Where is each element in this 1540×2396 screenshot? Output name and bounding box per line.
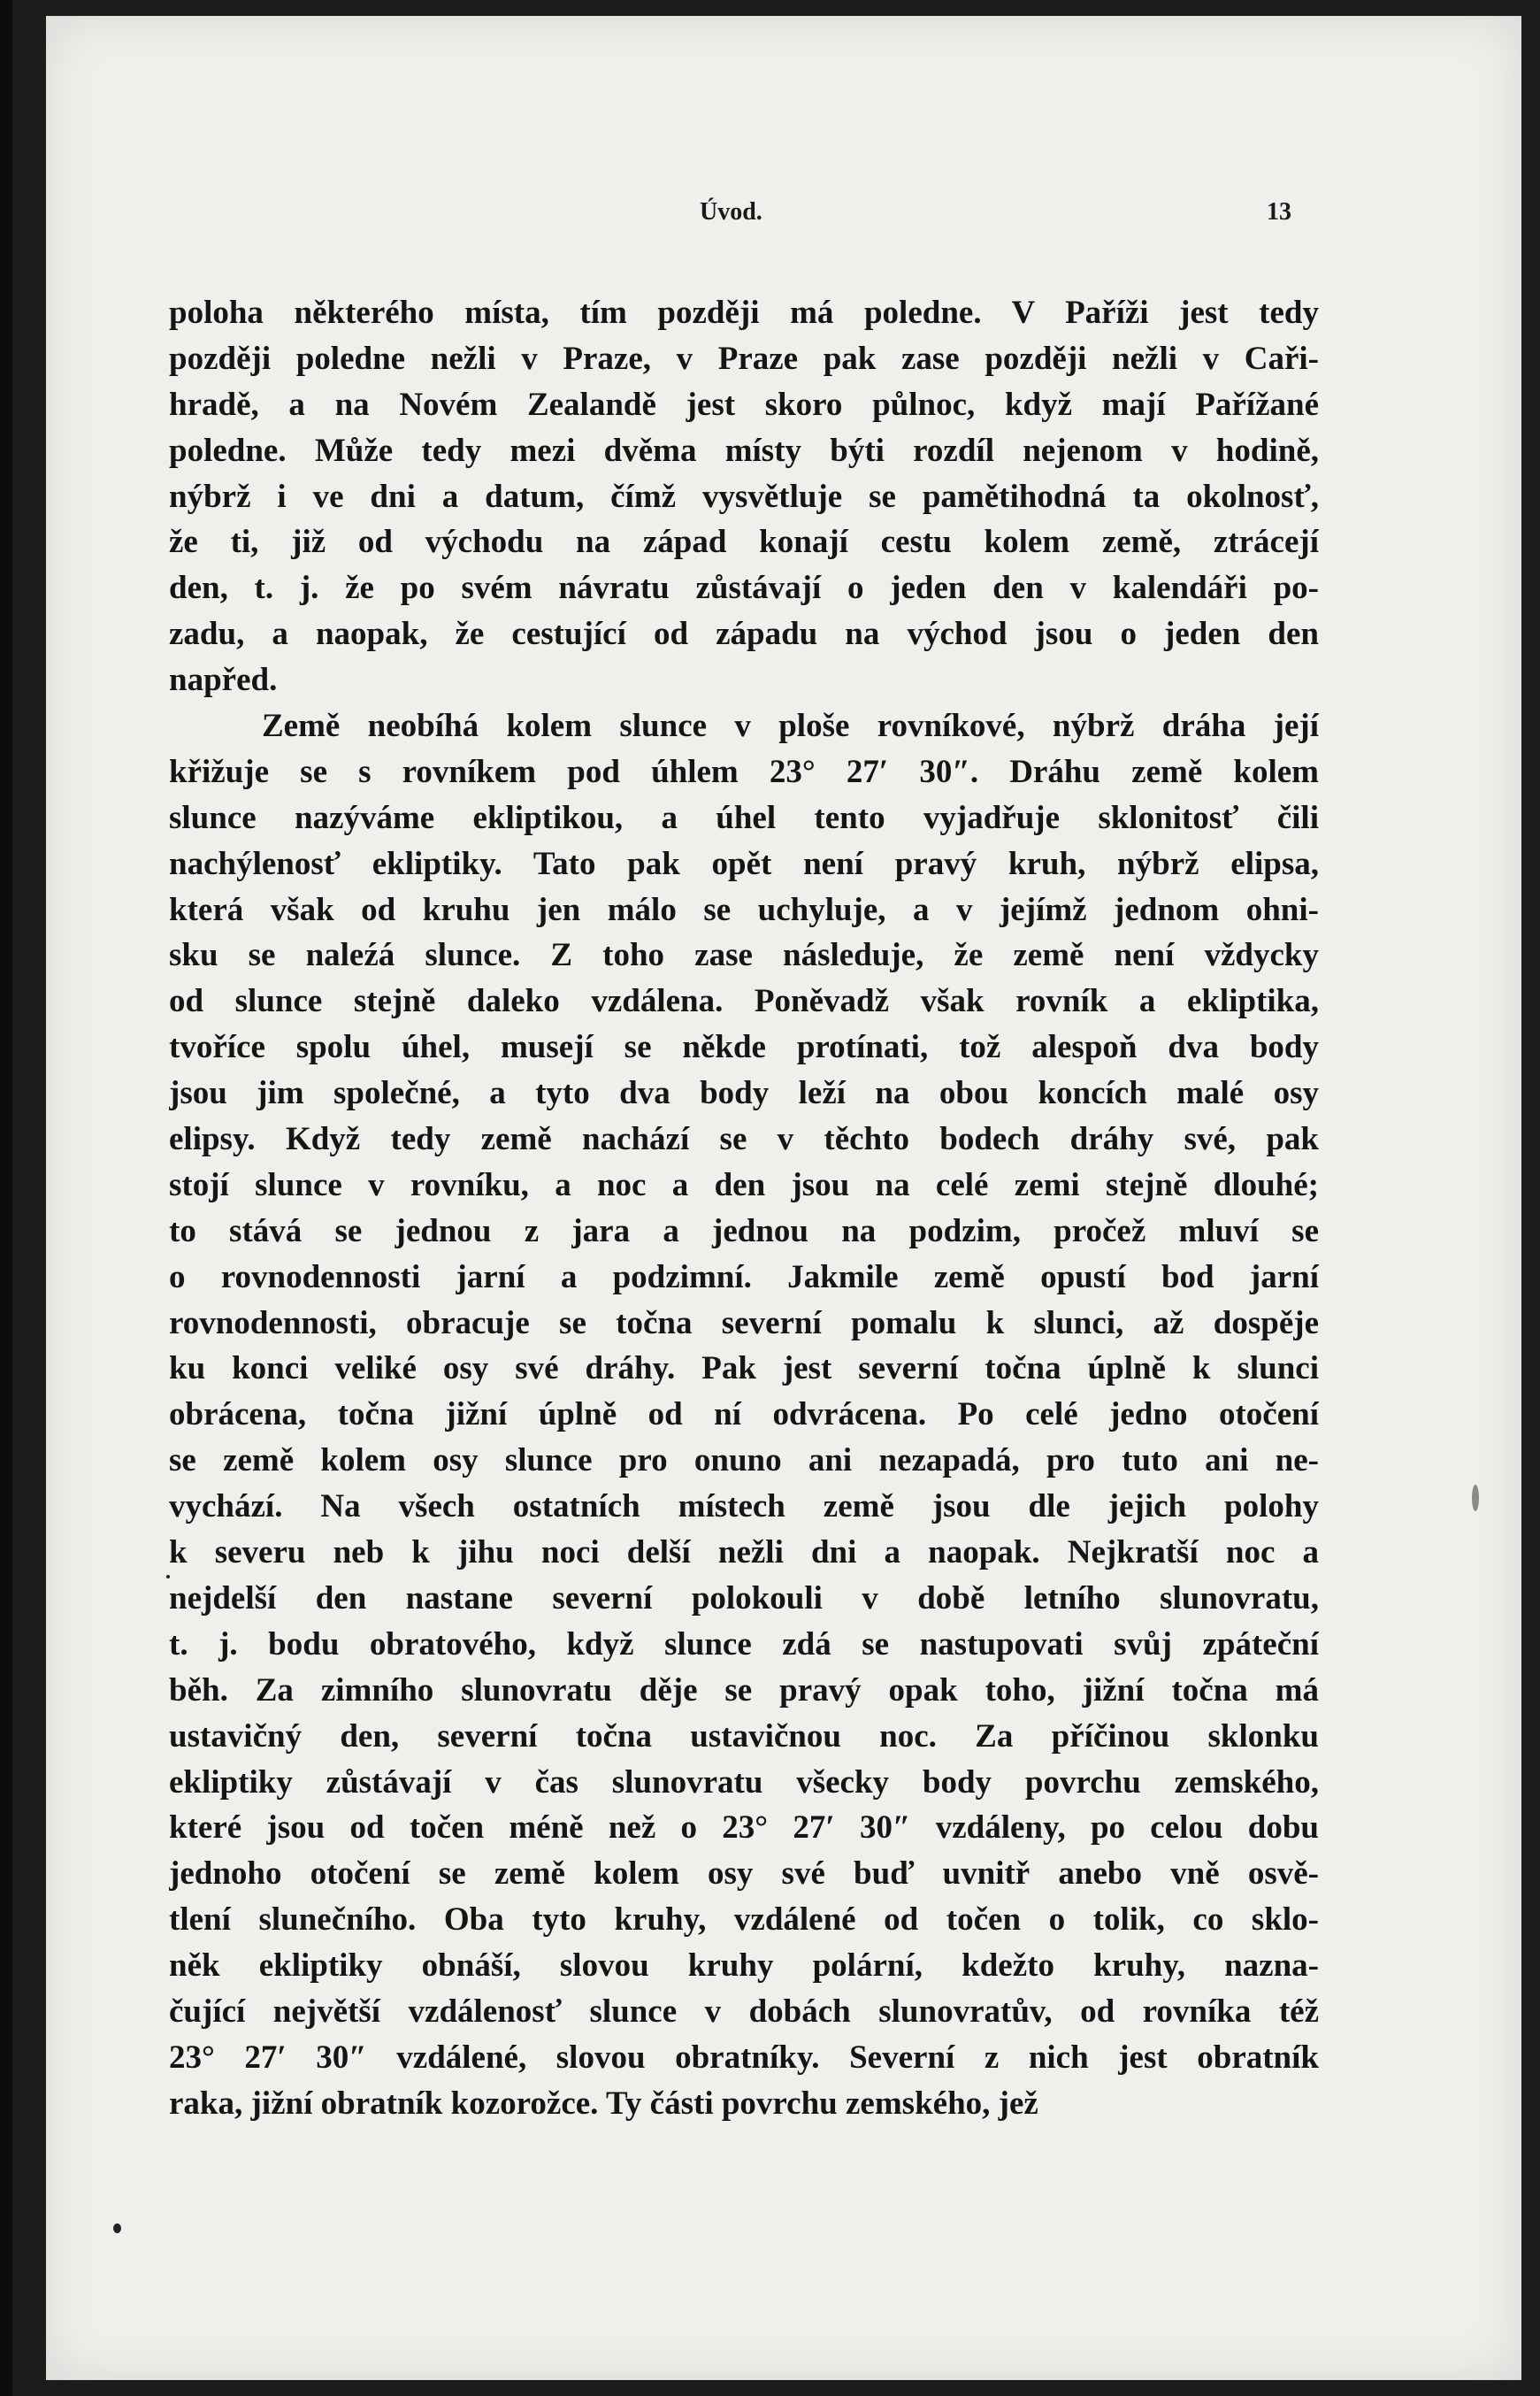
page-header	[46, 198, 1521, 234]
text-line: ku konci veliké osy své dráhy. Pak jest severní točna úplně k slunci	[169, 1350, 1319, 1387]
binding-shadow	[0, 0, 12, 2396]
text-line: tlení slunečního. Oba tyto kruhy, vzdálené od točen o tolik, co sklo-	[169, 1901, 1319, 1939]
text-line: tvoříce spolu úhel, musejí se někde protínati, tož alespoň dva body	[169, 1029, 1319, 1066]
text-line: napřed.	[169, 662, 278, 699]
text-line: později poledne nežli v Praze, v Praze pak zase později nežli v Caři-	[169, 340, 1319, 377]
text-line: které jsou od točen méně než o 23° 27′ 30″ vzdáleny, po celou dobu	[169, 1809, 1319, 1847]
text-line: nejdelší den nastane severní polokouli v době letního slunovratu,	[169, 1579, 1319, 1617]
text-line: ustavičný den, severní točna ustavičnou noc. Za příčinou sklonku	[169, 1717, 1319, 1755]
text-line: hradě, a na Novém Zealandě jest skoro půlnoc, když mají Pařížané	[169, 386, 1319, 423]
text-line: něk ekliptiky obnáší, slovou kruhy polární, kdežto kruhy, nazna-	[169, 1947, 1319, 1985]
text-line: rovnodennosti, obracuje se točna severní pomalu k slunci, až dospěje	[169, 1304, 1319, 1341]
text-line: to stává se jednou z jara a jednou na podzim, pročež mluví se	[169, 1212, 1319, 1249]
text-line: obrácena, točna jižní úplně od ní odvrácena. Po celé jedno otočení	[169, 1396, 1319, 1433]
text-line: den, t. j. že po svém návratu zůstávají o jeden den v kalendáři po-	[169, 570, 1319, 607]
scan-speck	[166, 1575, 170, 1578]
running-head: Úvod.	[700, 198, 762, 226]
text-line: vychází. Na všech ostatních místech země jsou dle jejich polohy	[169, 1488, 1319, 1525]
scan-speck	[113, 2223, 121, 2233]
body-text	[169, 290, 1319, 2127]
text-line: nachýlenosť ekliptiky. Tato pak opět není pravý kruh, nýbrž elipsa,	[169, 845, 1319, 882]
text-line: 23° 27′ 30″ vzdálené, slovou obratníky. Severní z nich jest obratník	[169, 2039, 1319, 2076]
text-line: nýbrž i ve dni a datum, čímž vysvětluje se pamětihodná ta okolnosť,	[169, 478, 1319, 515]
text-line: zadu, a naopak, že cestující od západu na východ jsou o jeden den	[169, 616, 1319, 653]
page-number: 13	[1267, 198, 1291, 226]
text-line: jednoho otočení se země kolem osy své buď uvnitř anebo vně osvě-	[169, 1855, 1319, 1893]
text-line: křižuje se s rovníkem pod úhlem 23° 27′ 30″. Dráhu země kolem	[169, 753, 1319, 790]
text-line: poledne. Může tedy mezi dvěma místy býti rozdíl nejenom v hodině,	[169, 432, 1319, 469]
text-line: poloha některého místa, tím později má poledne. V Paříži jest tedy	[169, 295, 1319, 331]
text-line: raka, jižní obratník kozorožce. Ty části povrchu zemského, jež	[169, 2085, 1038, 2122]
text-line: t. j. bodu obratového, když slunce zdá se nastupovati svůj zpáteční	[169, 1625, 1319, 1663]
text-line: Země neobíhá kolem slunce v ploše rovníkové, nýbrž dráha její	[262, 708, 1319, 745]
text-line: se země kolem osy slunce pro onuno ani nezapadá, pro tuto ani ne-	[169, 1442, 1319, 1479]
book-page	[46, 16, 1521, 2380]
text-line: jsou jim společné, a tyto dva body leží na obou koncích malé osy	[169, 1075, 1319, 1112]
text-line: k severu neb k jihu noci delší nežli dni a naopak. Nejkratší noc a	[169, 1534, 1319, 1571]
text-line: od slunce stejně daleko vzdálena. Poněvadž však rovník a ekliptika,	[169, 983, 1319, 1020]
text-line: elipsy. Když tedy země nachází se v těchto bodech dráhy své, pak	[169, 1121, 1319, 1158]
text-line: čující největší vzdálenosť slunce v dobách slunovratův, od rovníka též	[169, 1993, 1319, 2030]
text-line: ekliptiky zůstávají v čas slunovratu všecky body povrchu zemského,	[169, 1763, 1319, 1801]
text-line: stojí slunce v rovníku, a noc a den jsou na celé zemi stejně dlouhé;	[169, 1166, 1319, 1203]
text-line: o rovnodennosti jarní a podzimní. Jakmile země opustí bod jarní	[169, 1258, 1319, 1295]
scan-speck	[1472, 1485, 1479, 1511]
text-line: že ti, již od východu na západ konají cestu kolem země, ztrácejí	[169, 524, 1319, 561]
text-line: sku se naleźá slunce. Z toho zase následuje, že země není vždycky	[169, 937, 1319, 974]
text-line: běh. Za zimního slunovratu děje se pravý opak toho, jižní točna má	[169, 1671, 1319, 1709]
text-line: která však od kruhu jen málo se uchyluje, a v jejímž jednom ohni-	[169, 891, 1319, 928]
text-line: slunce nazýváme ekliptikou, a úhel tento vyjadřuje sklonitosť čili	[169, 799, 1319, 836]
